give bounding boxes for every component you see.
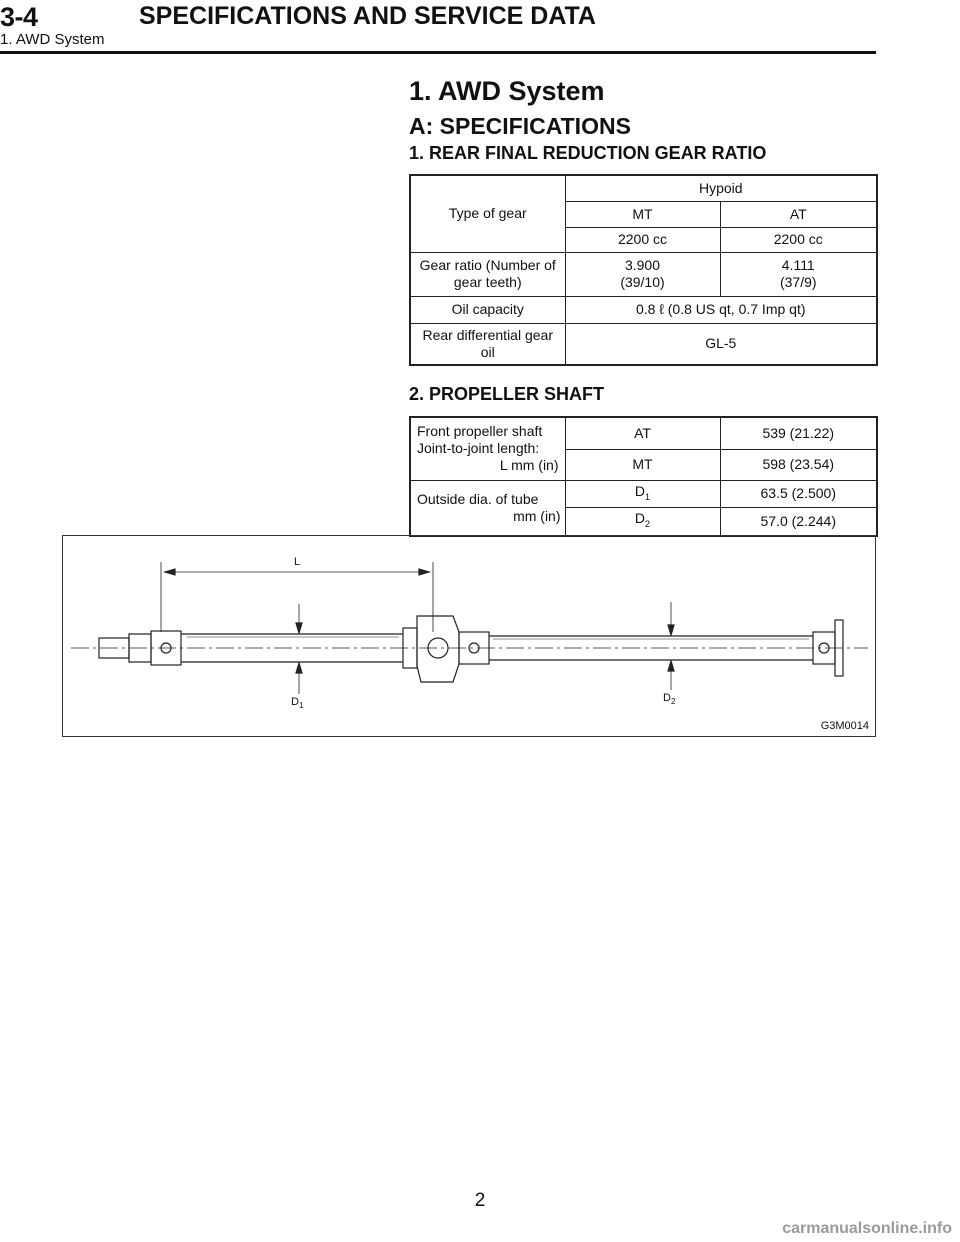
figure-d2-sub: 2	[670, 697, 676, 707]
header-rule	[0, 51, 876, 54]
dia-label-2: mm (in)	[513, 507, 561, 524]
page-title: 1. AWD System	[409, 76, 605, 106]
at-length-value: 539 (21.22)	[720, 417, 877, 449]
d2-value: 57.0 (2.244)	[720, 508, 877, 536]
type-value: Hypoid	[565, 175, 877, 201]
figure-label-d2	[663, 692, 675, 706]
at-ratio: 4.111	[781, 257, 815, 273]
d2-letter: D	[634, 510, 646, 527]
d2-label-cell	[565, 508, 720, 536]
page-header-title: SPECIFICATIONS AND SERVICE DATA	[139, 2, 596, 30]
mt-ratio: 3.900	[624, 257, 661, 273]
type-of-gear-label: Type of gear	[410, 175, 565, 252]
propeller-shaft-drawing	[63, 536, 877, 738]
length-label-cell	[410, 417, 565, 480]
oil-capacity-value: 0.8 ℓ (0.8 US qt, 0.7 Imp qt)	[565, 296, 877, 323]
at-ratio-cell	[720, 252, 877, 296]
subsection-heading-propeller-shaft: 2. PROPELLER SHAFT	[409, 384, 605, 404]
mt-ratio-cell	[565, 252, 720, 296]
mt-engine: 2200 cc	[565, 227, 720, 252]
d2-sub: 2	[645, 519, 651, 530]
figure-d1-sub: 1	[298, 701, 304, 711]
length-label-1: Front propeller shaft	[417, 423, 543, 440]
length-label-3: L mm (in)	[499, 457, 559, 474]
section-number: 3-4	[0, 2, 38, 32]
figure-label-L: L	[294, 556, 301, 568]
d1-value: 63.5 (2.500)	[720, 480, 877, 508]
d1-label-cell	[565, 480, 720, 508]
gear-ratio-label: Gear ratio (Number of gear teeth)	[410, 252, 565, 296]
section-heading: A: SPECIFICATIONS	[409, 113, 631, 139]
rear-oil-value: GL-5	[565, 323, 877, 365]
propeller-shaft-figure	[62, 535, 876, 737]
figure-d2-letter: D	[663, 692, 671, 704]
mt-teeth: (39/10)	[620, 274, 665, 290]
dia-label-cell	[410, 480, 565, 536]
oil-capacity-label: Oil capacity	[410, 296, 565, 323]
rear-oil-label: Rear differential gear oil	[410, 323, 565, 365]
mt-length-value: 598 (23.54)	[720, 449, 877, 480]
gear-ratio-table	[409, 174, 878, 366]
at-engine: 2200 cc	[720, 227, 877, 252]
at-label: AT	[565, 417, 720, 449]
col-mt: MT	[565, 201, 720, 227]
at-teeth: (37/9)	[779, 274, 817, 290]
figure-code: G3M0014	[820, 720, 869, 732]
dia-label-1: Outside dia. of tube	[417, 490, 539, 507]
figure-label-d1	[291, 696, 303, 710]
col-at: AT	[720, 201, 877, 227]
length-label-2: Joint-to-joint length:	[417, 440, 540, 457]
footer-watermark: carmanualsonline.info	[782, 1220, 952, 1237]
d1-sub: 1	[645, 491, 651, 502]
page-number: 2	[474, 1190, 486, 1211]
mt-label: MT	[565, 449, 720, 480]
page-header-subtitle: 1. AWD System	[0, 31, 105, 48]
d1-letter: D	[634, 482, 646, 499]
propeller-shaft-table	[409, 416, 878, 537]
figure-d1-letter: D	[291, 696, 299, 708]
subsection-heading-gear-ratio: 1. REAR FINAL REDUCTION GEAR RATIO	[409, 143, 767, 163]
